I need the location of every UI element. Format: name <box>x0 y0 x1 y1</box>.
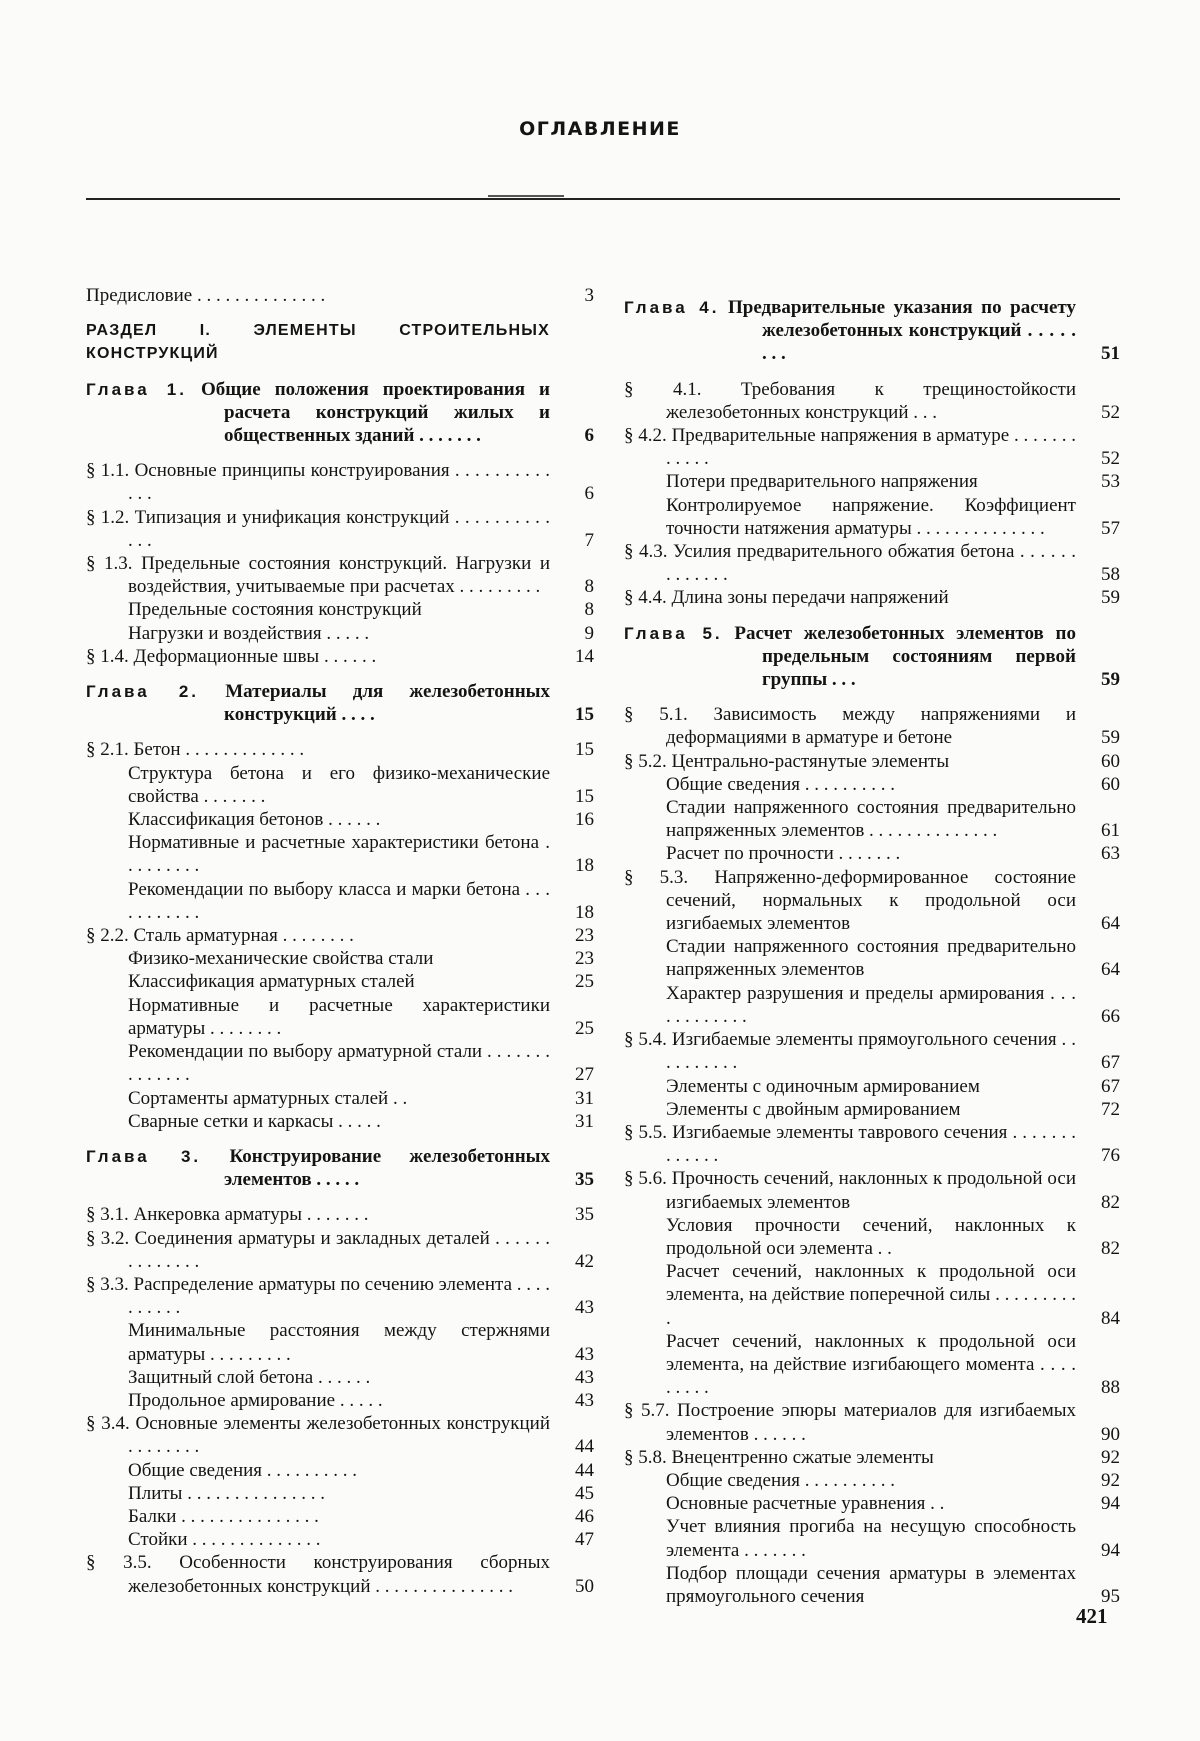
toc-subsection[interactable] <box>86 1389 594 1412</box>
toc-entry-title: Нормативные и расчетные характеристики бетона . . . . . . . . . <box>128 832 550 877</box>
toc-page-number: 76 <box>1101 1145 1120 1167</box>
toc-chapter-label: Глава 3. <box>86 1146 202 1166</box>
toc-subsection[interactable] <box>624 935 1120 981</box>
toc-subsection[interactable] <box>86 1319 594 1365</box>
toc-page-number: 52 <box>1101 448 1120 470</box>
toc-chapter-text <box>86 378 550 448</box>
toc-page-number: 72 <box>1101 1098 1120 1120</box>
toc-section[interactable] <box>624 1028 1120 1074</box>
toc-chapter[interactable] <box>86 680 594 726</box>
toc-entry-title: Балки . . . . . . . . . . . . . . . <box>128 1505 319 1527</box>
toc-entry-title: § 5.5. Изгибаемые элементы таврового сечения . . . . . . . . . . . . . <box>624 1121 1076 1167</box>
toc-page-number: 67 <box>1101 1052 1120 1074</box>
toc-subsection[interactable] <box>624 1214 1120 1260</box>
toc-chapter-title: Общие положения проектирования и расчета конструкций жилых и общественных зданий . . . . . . . <box>200 378 550 447</box>
toc-chapter-title: Предварительные указания по расчету железобетонных конструкций . . . . . . . . <box>727 297 1076 365</box>
toc-entry-title: § 5.1. Зависимость между напряжениями и деформациями в арматуре и бетоне <box>624 704 1076 749</box>
toc-chapter-text <box>86 680 550 726</box>
toc-column-left <box>86 284 594 1598</box>
toc-page-number: 50 <box>575 1575 594 1597</box>
toc-subsection[interactable] <box>86 1482 594 1505</box>
toc-subsection[interactable] <box>86 878 594 924</box>
toc-entry-title: § 5.6. Прочность сечений, наклонных к продольной оси изгибаемых элементов <box>624 1168 1076 1213</box>
toc-page-number: 61 <box>1101 820 1120 842</box>
toc-entry-title: § 4.4. Длина зоны передачи напряжений <box>624 587 949 609</box>
toc-page-number: 18 <box>575 901 594 923</box>
toc-subsection[interactable] <box>86 1040 594 1086</box>
toc-page-number: 23 <box>575 925 594 947</box>
toc-entry-title: § 3.5. Особенности конструирования сборных железобетонных конструкций . . . . . . . . . . . . . . . <box>86 1552 550 1597</box>
toc-subsection[interactable] <box>624 796 1120 842</box>
toc-page-number: 43 <box>575 1389 594 1411</box>
toc-chapter[interactable] <box>86 378 594 448</box>
toc-entry-title: Общие сведения . . . . . . . . . . <box>128 1459 358 1481</box>
toc-page-number: 64 <box>1101 913 1120 935</box>
toc-entry-title: § 1.1. Основные принципы конструирования . . . . . . . . . . . . . <box>86 460 550 505</box>
toc-entry-title: § 5.7. Построение эпюры материалов для изгибаемых элементов . . . . . . <box>624 1400 1076 1445</box>
toc-part-heading[interactable] <box>86 319 594 365</box>
toc-page-number: 94 <box>1101 1539 1120 1561</box>
toc-page-number: 42 <box>575 1250 594 1272</box>
toc-section[interactable] <box>86 1227 594 1273</box>
toc-chapter-label: Глава 1. <box>86 379 187 399</box>
toc-chapter-title: Материалы для железобетонных конструкций . . . . <box>224 681 550 726</box>
toc-entry-title: Нормативные и расчетные характеристики арматуры . . . . . . . . <box>128 994 550 1039</box>
toc-section[interactable] <box>624 866 1120 936</box>
toc-chapter[interactable] <box>86 1145 594 1191</box>
toc-page-number: 6 <box>584 483 594 505</box>
toc-subsection[interactable] <box>624 1098 1120 1121</box>
toc-entry-title: § 5.4. Изгибаемые элементы прямоугольного сечения . . . . . . . . . . <box>624 1029 1076 1074</box>
toc-subsection[interactable] <box>624 1492 1120 1515</box>
toc-entry-title: Минимальные расстояния между стержнями арматуры . . . . . . . . . <box>128 1320 550 1365</box>
toc-entry-title: Расчет по прочности . . . . . . . <box>666 843 901 865</box>
toc-entry-title: § 2.1. Бетон . . . . . . . . . . . . . <box>86 739 305 761</box>
toc-page-number: 18 <box>575 855 594 877</box>
toc-page-number: 84 <box>1101 1307 1120 1329</box>
toc-subsection[interactable] <box>86 947 594 970</box>
toc-entry-title: Контролируемое напряжение. Коэффициент точности натяжения арматуры . . . . . . . . . . . . . . <box>666 494 1076 539</box>
toc-subsection[interactable] <box>86 1528 594 1551</box>
toc-subsection[interactable] <box>86 994 594 1040</box>
toc-entry-title: Общие сведения . . . . . . . . . . <box>666 773 896 795</box>
toc-entry-title: § 5.8. Внецентренно сжатые элементы <box>624 1446 934 1468</box>
toc-section[interactable] <box>86 645 594 668</box>
toc-entry-title: Характер разрушения и пределы армирования . . . . . . . . . . . . <box>666 982 1076 1027</box>
toc-page-number: 67 <box>1101 1075 1120 1097</box>
toc-page-number: 59 <box>1101 669 1120 691</box>
toc-entry-title: Сварные сетки и каркасы . . . . . <box>128 1110 381 1132</box>
toc-chapter-title: Расчет железобетонных элементов по предельным состояниям первой группы . . . <box>734 622 1076 691</box>
toc-subsection[interactable] <box>86 762 594 808</box>
toc-section[interactable] <box>86 1273 594 1319</box>
toc-entry-title: Рекомендации по выбору арматурной стали . . . . . . . . . . . . . . <box>128 1041 550 1086</box>
toc-page-number: 82 <box>1101 1237 1120 1259</box>
toc-page-number: 15 <box>575 785 594 807</box>
toc-page-number: 59 <box>1101 587 1120 609</box>
toc-page-number: 59 <box>1101 727 1120 749</box>
toc-subsection[interactable] <box>624 1515 1120 1561</box>
toc-chapter-text <box>624 622 1076 692</box>
toc-page-number: 92 <box>1101 1469 1120 1491</box>
toc-section[interactable] <box>624 1446 1120 1469</box>
toc-page-number: 82 <box>1101 1191 1120 1213</box>
toc-subsection[interactable] <box>624 1562 1120 1608</box>
toc-entry-title: § 4.2. Предварительные напряжения в арматуре . . . . . . . . . . . . <box>624 425 1076 470</box>
toc-page-number: 8 <box>584 599 594 621</box>
toc-page-number: 8 <box>584 576 594 598</box>
toc-page-number: 7 <box>584 529 594 551</box>
toc-entry-title: Продольное армирование . . . . . <box>128 1389 383 1411</box>
toc-page-number: 16 <box>575 809 594 831</box>
toc-page-number: 9 <box>584 622 594 644</box>
toc-subsection[interactable] <box>624 842 1120 865</box>
toc-entry-title: Элементы с одиночным армированием <box>666 1075 980 1097</box>
toc-section[interactable] <box>624 586 1120 609</box>
toc-page-number: 43 <box>575 1297 594 1319</box>
toc-section[interactable] <box>86 1203 594 1226</box>
toc-page-number: 60 <box>1101 750 1120 772</box>
toc-subsection[interactable] <box>86 808 594 831</box>
toc-entry-title: Плиты . . . . . . . . . . . . . . . <box>128 1482 325 1504</box>
toc-section[interactable] <box>624 1167 1120 1213</box>
toc-entry-title: Основные расчетные уравнения . . <box>666 1493 945 1515</box>
toc-entry-title: § 1.2. Типизация и унификация конструкций . . . . . . . . . . . . . <box>86 506 550 551</box>
toc-page-number: 35 <box>575 1204 594 1226</box>
toc-page-number: 6 <box>584 425 594 447</box>
toc-entry-title: РАЗДЕЛ I. ЭЛЕМЕНТЫ СТРОИТЕЛЬНЫХ КОНСТРУКЦИЙ <box>86 322 550 363</box>
toc-chapter[interactable] <box>624 622 1120 692</box>
toc-entry-title: Расчет сечений, наклонных к продольной оси элемента, на действие изгибающего момента . . . . . . . . . <box>666 1330 1076 1399</box>
toc-page-number: 23 <box>575 948 594 970</box>
toc-chapter-text <box>624 296 1076 366</box>
toc-page-number: 15 <box>575 739 594 761</box>
toc-section[interactable] <box>86 1551 594 1597</box>
toc-column-right <box>624 284 1120 1608</box>
toc-title: ОГЛАВЛЕНИЕ <box>519 118 681 140</box>
toc-page-number: 90 <box>1101 1423 1120 1445</box>
toc-section[interactable] <box>86 1412 594 1458</box>
toc-entry-title: Стадии напряженного состояния предварительно напряженных элементов <box>666 936 1076 981</box>
toc-entry-title: § 1.4. Деформационные швы . . . . . . <box>86 645 377 667</box>
toc-subsection[interactable] <box>86 1087 594 1110</box>
toc-section[interactable] <box>86 552 594 598</box>
toc-subsection[interactable] <box>624 773 1120 796</box>
toc-entry-title: Расчет сечений, наклонных к продольной оси элемента, на действие поперечной силы . . . . . . . . . . <box>666 1261 1076 1329</box>
toc-section[interactable] <box>624 1121 1120 1167</box>
toc-page-number: 94 <box>1101 1493 1120 1515</box>
toc-page-number: 92 <box>1101 1446 1120 1468</box>
toc-page-number: 3 <box>584 285 594 306</box>
toc-section[interactable] <box>624 750 1120 773</box>
page-number: 421 <box>1076 1604 1108 1628</box>
toc-section[interactable] <box>86 924 594 947</box>
toc-page-number: 43 <box>575 1366 594 1388</box>
toc-section[interactable] <box>624 703 1120 749</box>
toc-chapter-title: Конструирование железобетонных элементов . . . . . <box>224 1145 551 1191</box>
toc-chapter[interactable] <box>624 296 1120 366</box>
toc-entry-title: § 5.3. Напряженно-деформированное состояние сечений, нормальных к продольной оси изгибаемых элементов <box>624 866 1076 935</box>
toc-page-number: 35 <box>575 1169 594 1191</box>
toc-chapter-text <box>86 1145 551 1191</box>
toc-section[interactable] <box>624 378 1120 424</box>
toc-entry-title: Потери предварительного напряжения <box>666 471 978 493</box>
toc-page-number: 60 <box>1101 773 1120 795</box>
toc-entry-title: § 3.1. Анкеровка арматуры . . . . . . . <box>86 1204 369 1226</box>
toc-page-number: 27 <box>575 1064 594 1086</box>
toc-section[interactable] <box>624 424 1120 470</box>
toc-entry-title: Физико-механические свойства стали <box>128 948 434 970</box>
toc-entry-title: Элементы с двойным армированием <box>666 1098 961 1120</box>
toc-entry-title: Учет влияния прогиба на несущую способность элемента . . . . . . . <box>666 1516 1076 1561</box>
toc-entry-title: Предельные состояния конструкций <box>128 599 422 621</box>
toc-entry-title: § 3.4. Основные элементы железобетонных конструкций . . . . . . . . <box>86 1413 550 1458</box>
toc-entry-title: Общие сведения . . . . . . . . . . <box>666 1469 896 1491</box>
toc-page-number: 66 <box>1101 1005 1120 1027</box>
toc-chapter-label: Глава 4. <box>624 298 720 317</box>
toc-page-number: 25 <box>575 1017 594 1039</box>
toc-entry-title: § 3.2. Соединения арматуры и закладных деталей . . . . . . . . . . . . . . <box>86 1227 550 1272</box>
toc-subsection[interactable] <box>624 1469 1120 1492</box>
toc-page-number: 51 <box>1101 343 1120 365</box>
toc-entry-title: Условия прочности сечений, наклонных к продольной оси элемента . . <box>666 1214 1076 1259</box>
toc-subsection[interactable] <box>624 1330 1120 1400</box>
toc-subsection[interactable] <box>86 1366 594 1389</box>
toc-entry-title: § 4.3. Усилия предварительного обжатия бетона . . . . . . . . . . . . . <box>624 541 1076 586</box>
toc-entry-title: Нагрузки и воздействия . . . . . <box>128 622 370 644</box>
toc-subsection[interactable] <box>624 470 1120 493</box>
toc-page-number: 57 <box>1101 517 1120 539</box>
toc-page-number: 64 <box>1101 959 1120 981</box>
toc-page-number: 14 <box>575 645 594 667</box>
toc-subsection[interactable] <box>86 598 594 621</box>
toc-subsection[interactable] <box>624 1260 1120 1330</box>
toc-entry-title: Классификация арматурных сталей <box>128 971 415 993</box>
toc-page-number: 44 <box>575 1459 594 1481</box>
toc-entry-title: Рекомендации по выбору класса и марки бетона . . . . . . . . . . . <box>128 878 550 923</box>
toc-entry-title: Сортаменты арматурных сталей . . <box>128 1087 408 1109</box>
toc-page-number: 31 <box>575 1110 594 1132</box>
toc-section[interactable] <box>86 738 594 761</box>
toc-entry-title: Защитный слой бетона . . . . . . <box>128 1366 371 1388</box>
header-rule <box>86 198 1120 200</box>
toc-page-number: 63 <box>1101 843 1120 865</box>
toc-page-number: 46 <box>575 1505 594 1527</box>
toc-entry-title: Классификация бетонов . . . . . . <box>128 809 381 831</box>
toc-section[interactable] <box>624 1399 1120 1445</box>
toc-chapter-label: Глава 5. <box>624 623 723 643</box>
toc-entry-title: § 3.3. Распределение арматуры по сечению элемента . . . . . . . . . . <box>86 1273 550 1319</box>
toc-page-number: 88 <box>1101 1377 1120 1399</box>
toc-subsection[interactable] <box>86 1110 594 1133</box>
toc-section[interactable] <box>624 540 1120 586</box>
toc-page-number: 58 <box>1101 564 1120 586</box>
toc-page-number: 43 <box>575 1343 594 1365</box>
toc-subsection[interactable] <box>86 1459 594 1482</box>
toc-subsection[interactable] <box>624 494 1120 540</box>
toc-entry-title: § 1.3. Предельные состояния конструкций. Нагрузки и воздействия, учитываемые при расчетах . . . . . . . . . <box>86 553 550 598</box>
toc-entry-title: Стадии напряженного состояния предварительно напряженных элементов . . . . . . . . . . . . . . <box>666 797 1076 842</box>
toc-subsection[interactable] <box>86 831 594 877</box>
toc-subsection[interactable] <box>86 622 594 645</box>
toc-page-number: 52 <box>1101 401 1120 423</box>
header-rule-mark <box>488 195 564 197</box>
toc-entry-title: § 5.2. Центрально-растянутые элементы <box>624 750 950 772</box>
toc-page-number: 47 <box>575 1529 594 1551</box>
toc-page-number: 31 <box>575 1087 594 1109</box>
toc-entry-title: Предисловие . . . . . . . . . . . . . . <box>86 285 326 306</box>
toc-page-number: 95 <box>1101 1585 1120 1607</box>
toc-subsection[interactable] <box>86 970 594 993</box>
toc-page-number: 45 <box>575 1482 594 1504</box>
toc-entry-title: § 4.1. Требования к трещиностойкости железобетонных конструкций . . . <box>624 378 1076 423</box>
toc-entry-title: Стойки . . . . . . . . . . . . . . <box>128 1529 321 1551</box>
toc-subsection[interactable] <box>624 1075 1120 1098</box>
toc-chapter-label: Глава 2. <box>86 682 200 702</box>
toc-page-number: 53 <box>1101 471 1120 493</box>
toc-page-number: 25 <box>575 971 594 993</box>
toc-section[interactable] <box>86 459 594 505</box>
toc-entry-title: § 2.2. Сталь арматурная . . . . . . . . <box>86 925 354 947</box>
toc-entry-title: Подбор площади сечения арматуры в элементах прямоугольного сечения <box>666 1562 1076 1607</box>
toc-subsection[interactable] <box>86 1505 594 1528</box>
toc-entry-title: Структура бетона и его физико-механические свойства . . . . . . . <box>128 762 550 807</box>
toc-page-number: 15 <box>575 704 594 726</box>
toc-section[interactable] <box>86 506 594 552</box>
toc-page-number: 44 <box>575 1436 594 1458</box>
toc-entry[interactable] <box>86 284 594 307</box>
toc-subsection[interactable] <box>624 982 1120 1028</box>
